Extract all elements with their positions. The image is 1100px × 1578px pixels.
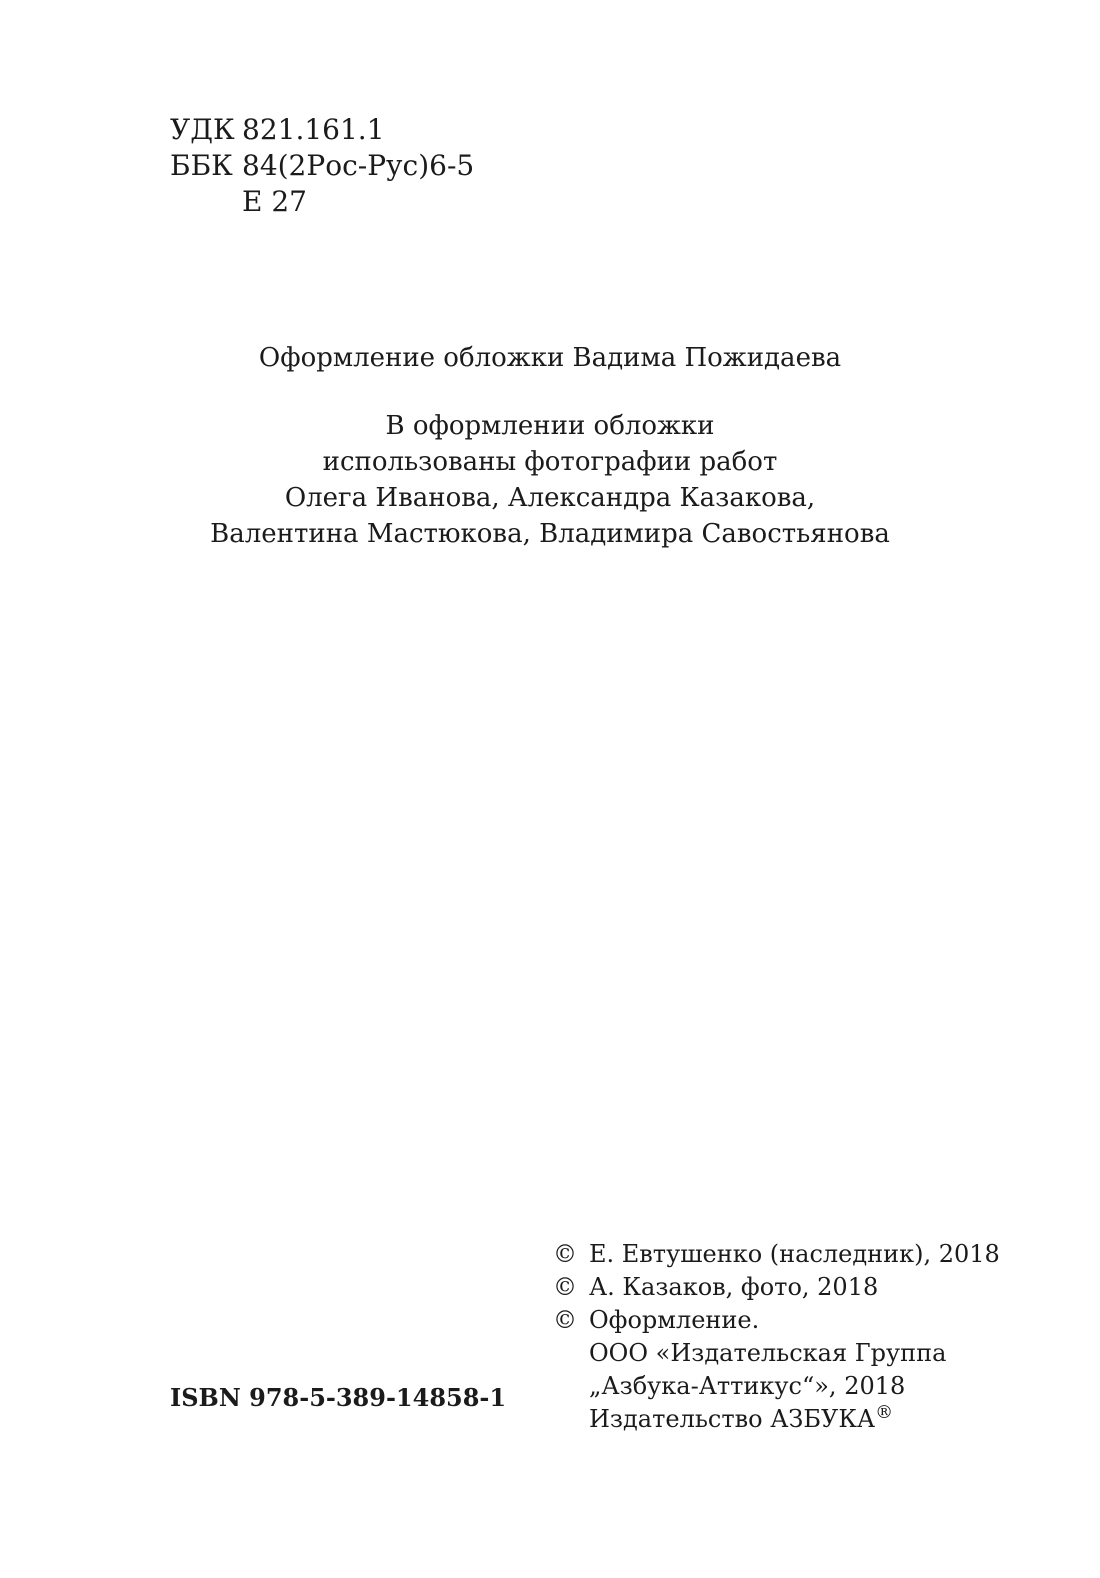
copyright-text: Оформление. xyxy=(589,1306,760,1334)
copyright-line xyxy=(553,1370,1000,1403)
copyright-line xyxy=(553,1304,1000,1337)
copyright-line xyxy=(553,1337,1000,1370)
bbk-label: ББК xyxy=(170,149,233,182)
author-mark-value: Е 27 xyxy=(242,185,307,218)
copyright-symbol: © xyxy=(553,1306,577,1334)
cover-photos-line: В оформлении обложки xyxy=(385,411,715,441)
cover-photos-line: Олега Иванова, Александра Казакова, xyxy=(284,483,816,513)
cover-photos-line: Валентина Мастюкова, Владимира Савостьянова xyxy=(210,519,890,549)
udk-label: УДК xyxy=(170,113,235,146)
copyright-line xyxy=(553,1403,1000,1436)
copyright-line xyxy=(553,1238,1000,1271)
copyright-block xyxy=(553,1238,1000,1436)
author-mark-row xyxy=(170,184,474,220)
copyright-indent xyxy=(553,1370,589,1403)
copyright-text: А. Казаков, фото, 2018 xyxy=(589,1273,879,1301)
cover-photos-line: использованы фотографии работ xyxy=(322,447,778,477)
udk-row xyxy=(170,112,474,148)
copyright-line xyxy=(553,1271,1000,1304)
copyright-symbol: © xyxy=(553,1240,577,1268)
publisher-text xyxy=(589,1403,893,1436)
bbk-value: 84(2Рос-Рус)6-5 xyxy=(242,149,475,182)
isbn-number: ISBN 978-5-389-14858-1 xyxy=(170,1383,507,1412)
cover-design-credit: Оформление обложки Вадима Пожидаева xyxy=(258,343,842,373)
classification-block xyxy=(170,112,474,220)
udk-value: 821.161.1 xyxy=(242,113,385,146)
publisher-name: Издательство АЗБУКА xyxy=(589,1405,876,1433)
copyright-indent xyxy=(553,1403,589,1436)
copyright-text: Е. Евтушенко (наследник), 2018 xyxy=(589,1240,1000,1268)
copyright-text: ООО «Издательская Группа xyxy=(589,1339,947,1367)
cover-photos-credit xyxy=(0,408,1100,552)
author-mark-label xyxy=(170,184,242,220)
copyright-symbol: © xyxy=(553,1273,577,1301)
copyright-text: „Азбука-Аттикус“», 2018 xyxy=(589,1372,906,1400)
registered-trademark-icon: ® xyxy=(875,1402,894,1423)
bbk-row xyxy=(170,148,474,184)
copyright-indent xyxy=(553,1337,589,1370)
